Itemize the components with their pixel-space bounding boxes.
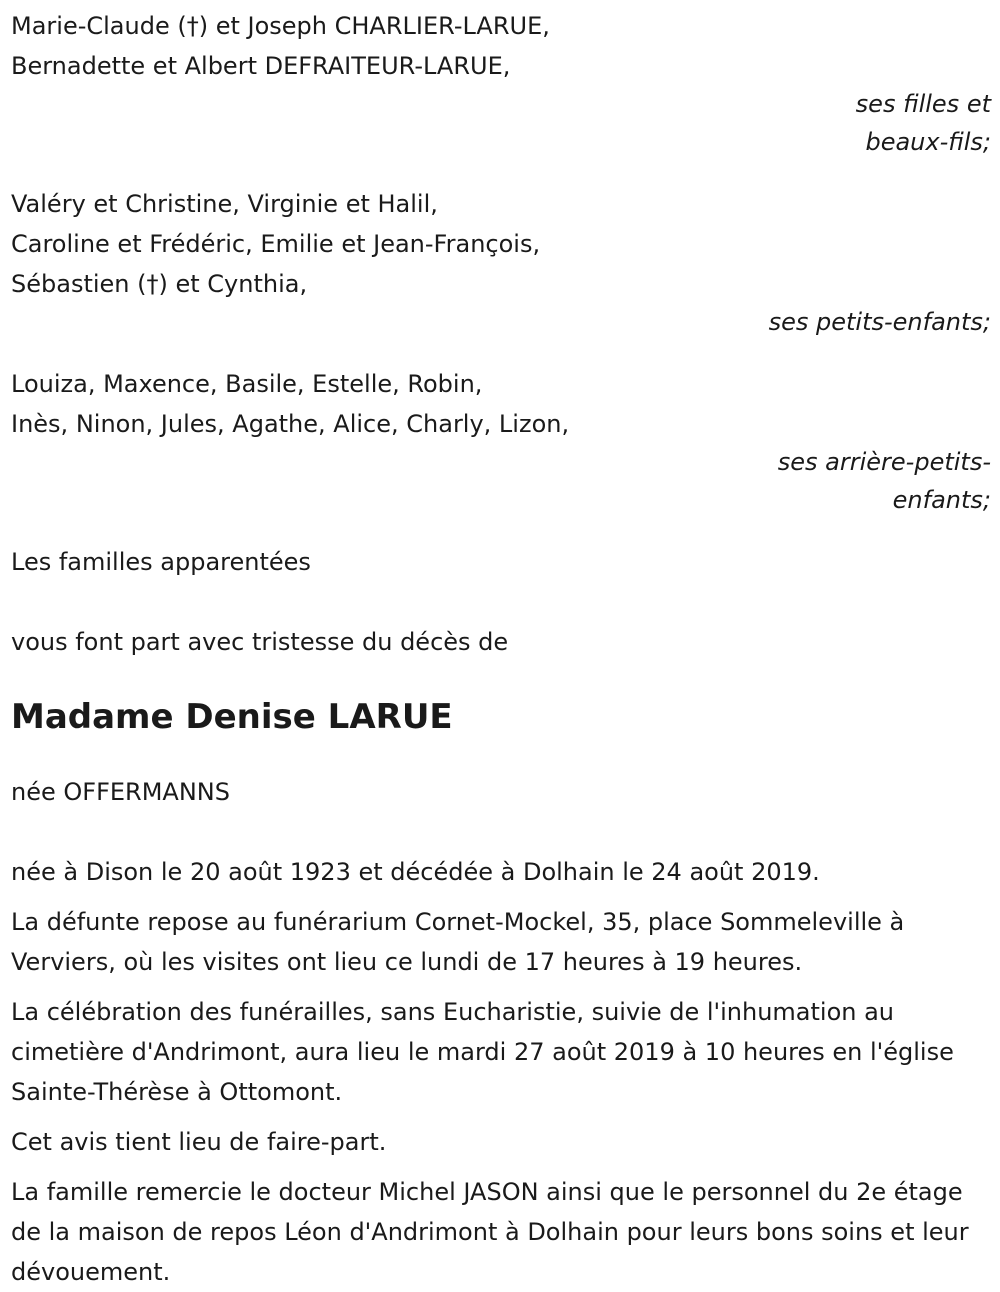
deceased-name: Madame Denise LARUE <box>11 697 453 737</box>
paragraph-funerarium: La défunte repose au funérarium Cornet-Mockel, 35, place Sommeleville à Verviers, où les visites ont lieu ce lundi de 17 heures à 19 heures. <box>11 908 905 976</box>
great-grandchildren-line-1: Louiza, Maxence, Basile, Estelle, Robin, <box>11 370 483 398</box>
daughter-line-1: Marie-Claude (†) et Joseph CHARLIER-LARUE, <box>11 12 550 40</box>
daughter-line-2: Bernadette et Albert DEFRAITEUR-LARUE, <box>11 52 511 80</box>
daughters-section <box>11 6 991 162</box>
obituary-notice <box>11 6 991 1292</box>
paragraph-dates: née à Dison le 20 août 1923 et décédée à Dolhain le 24 août 2019. <box>11 858 820 886</box>
great-grandchildren-relation-2: enfants; <box>892 486 991 514</box>
great-grandchildren-line-2: Inès, Ninon, Jules, Agathe, Alice, Charly, Lizon, <box>11 410 570 438</box>
grandchildren-line-1: Valéry et Christine, Virginie et Halil, <box>11 190 438 218</box>
related-families: Les familles apparentées <box>11 548 311 576</box>
great-grandchildren-section <box>11 364 991 520</box>
grandchildren-line-3: Sébastien (†) et Cynthia, <box>11 270 308 298</box>
grandchildren-line-2: Caroline et Frédéric, Emilie et Jean-François, <box>11 230 541 258</box>
great-grandchildren-relation-1: ses arrière-petits- <box>777 448 991 476</box>
maiden-name: née OFFERMANNS <box>11 778 230 806</box>
daughters-relation-1: ses filles et <box>855 90 991 118</box>
paragraph-notice: Cet avis tient lieu de faire-part. <box>11 1128 387 1156</box>
grandchildren-relation: ses petits-enfants; <box>768 308 991 336</box>
paragraph-funeral: La célébration des funérailles, sans Eucharistie, suivie de l'inhumation au cimetière d'Andrimont, aura lieu le mardi 27 août 2019 à 10 heures en l'église Sainte-Thérèse à Ottomont. <box>11 998 954 1106</box>
grandchildren-section <box>11 184 991 342</box>
daughters-relation-2: beaux-fils; <box>865 128 991 156</box>
announcement-text: vous font part avec tristesse du décès de <box>11 628 509 656</box>
paragraph-thanks: La famille remercie le docteur Michel JASON ainsi que le personnel du 2e étage de la maison de repos Léon d'Andrimont à Dolhain pour leurs bons soins et leur dévouement. <box>11 1178 969 1286</box>
